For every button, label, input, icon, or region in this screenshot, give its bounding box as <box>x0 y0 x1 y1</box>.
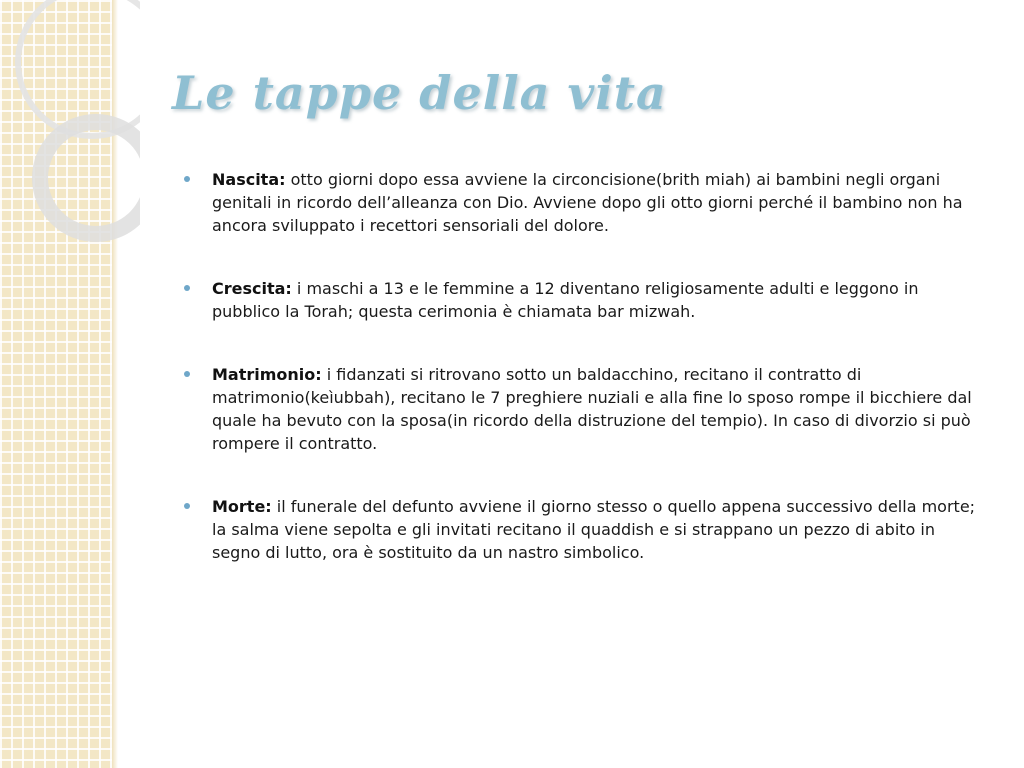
bullet-item-crescita <box>182 277 982 323</box>
bullet-dot-icon <box>184 285 190 291</box>
slide-content <box>182 168 982 604</box>
bullet-term: Crescita: <box>212 279 292 298</box>
bullet-text: otto giorni dopo essa avviene la circoncisione(brith miah) ai bambini negli organi genitali in ricordo dell’alleanza con Dio. Avviene dopo gli otto giorni perché il bambino non ha ancora sviluppato i recettori sensoriali del dolore. <box>212 170 963 235</box>
bullet-dot-icon <box>184 176 190 182</box>
bullet-text: i fidanzati si ritrovano sotto un baldacchino, recitano il contratto di matrimonio(keìubbah), recitano le 7 preghiere nuziali e alla fine lo sposo rompe il bicchiere dal quale ha bevuto con la sposa(in ricordo della distruzione del tempio). In caso di divorzio si può rompere il contratto. <box>212 365 972 453</box>
bullet-item-matrimonio <box>182 363 982 455</box>
slide-title: Le tappe della vita <box>172 66 667 120</box>
bullet-text: i maschi a 13 e le femmine a 12 diventano religiosamente adulti e leggono in pubblico la Torah; questa cerimonia è chiamata bar mizwah. <box>212 279 919 321</box>
bullet-term: Matrimonio: <box>212 365 322 384</box>
decorative-ring-large <box>18 0 140 136</box>
bullet-item-nascita <box>182 168 982 237</box>
bullet-item-morte <box>182 495 982 564</box>
bullet-term: Morte: <box>212 497 272 516</box>
bullet-text: il funerale del defunto avviene il giorno stesso o quello appena successivo della morte; la salma viene sepolta e gli invitati recitano il quaddish e si strappano un pezzo di abito in segno di lutto, ora è sostituito da un nastro simbolico. <box>212 497 976 562</box>
bullet-dot-icon <box>184 503 190 509</box>
decorative-rings <box>0 0 140 260</box>
bullet-dot-icon <box>184 371 190 377</box>
bullet-list <box>182 168 982 564</box>
bullet-term: Nascita: <box>212 170 286 189</box>
